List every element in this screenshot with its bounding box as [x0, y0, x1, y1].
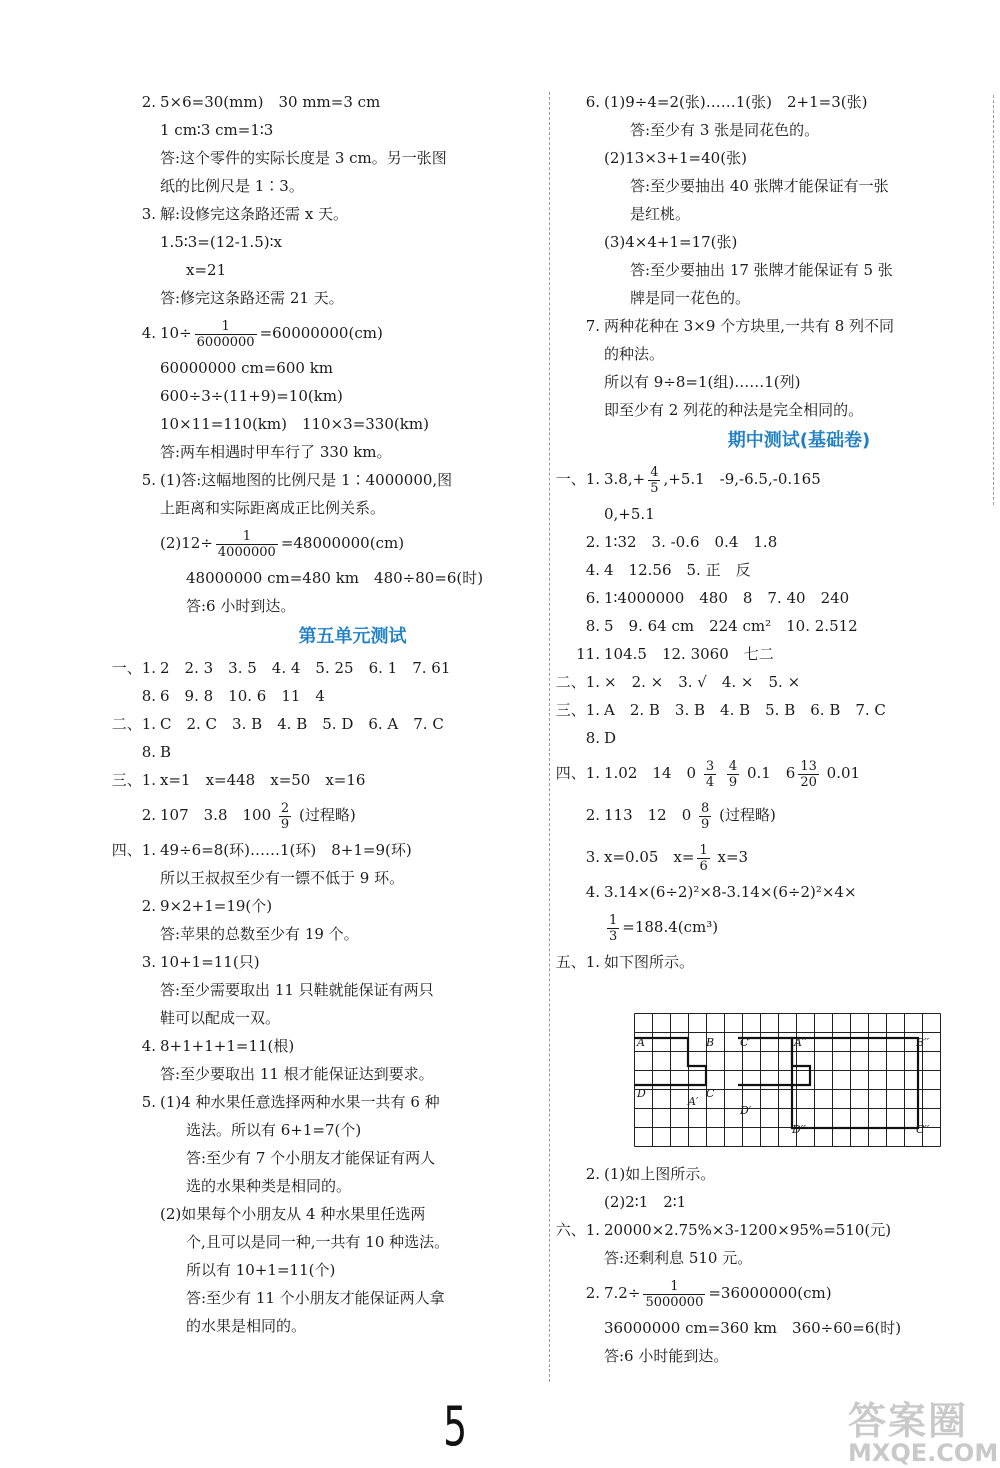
watermark — [848, 1390, 998, 1467]
answer-line: 的水果是相同的。 — [186, 1317, 307, 1335]
answer-line: (2)2∶1 2∶1 — [604, 1193, 687, 1211]
q-number: 3. — [585, 848, 600, 866]
q2-answer: 答:这个零件的实际长度是 3 cm。另一张图 — [160, 149, 447, 167]
answer-line: (1)4 种水果任意选择两种水果一共有 6 种 — [160, 1093, 440, 1111]
fraction: $\frac{8}{9}$ — [701, 800, 710, 832]
answer-line: 选法。所以有 6+1=7(个) — [186, 1121, 362, 1139]
q5-line: (2)12÷ $\frac{1}{4000000}$ =48000000(cm) — [160, 528, 405, 560]
answer-line: 3.8,+ $\frac{4}{5}$ ,+5.1 -9,-6.5,-0.165 — [604, 464, 821, 496]
point-label: A′ — [688, 1095, 699, 1108]
q-number: 2. — [141, 93, 156, 111]
q-number: 8. — [141, 687, 156, 705]
answer-line: 49÷6=8(环)……1(环) 8+1=9(环) — [160, 841, 412, 859]
point-label: B — [706, 1036, 715, 1049]
q3-answer: 答:修完这条路还需 21 天。 — [160, 289, 344, 307]
section-title: 期中测试(基础卷) — [727, 430, 871, 451]
q2-line: 1 cm∶3 cm=1∶3 — [160, 121, 274, 139]
answer-line: 答:还剩利息 510 元。 — [604, 1249, 753, 1267]
section-title: 第五单元测试 — [298, 626, 407, 647]
answer-line: × 2. × 3. √ 4. × 5. × — [604, 673, 801, 691]
q3-line: 1.5∶3=(12-1.5)∶x — [160, 233, 282, 251]
q4-line: 10×11=110(km) 110×3=330(km) — [160, 415, 429, 433]
point-label: C′ — [740, 1036, 751, 1049]
answer-line: 4 12.56 5. 正 反 — [604, 561, 751, 579]
answer-line: 7.2÷ $\frac{1}{5000000}$ =36000000(cm) — [604, 1278, 832, 1310]
answer-line: 36000000 cm=360 km 360÷60=6(时) — [604, 1319, 902, 1337]
q-number: 3. — [141, 205, 156, 223]
grid-figure — [634, 1013, 950, 1157]
answer-line: B — [160, 743, 172, 761]
q-number: 8. — [141, 743, 156, 761]
answer-line: (2)13×3+1=40(张) — [604, 149, 747, 167]
q-number: 4. — [141, 324, 156, 342]
column-divider — [549, 92, 550, 1382]
answer-line: (2)如果每个小朋友从 4 种水果里任选两 — [160, 1205, 426, 1223]
answer-line: 9×2+1=19(个) — [160, 897, 273, 915]
answer-line: 所以有 9÷8=1(组)……1(列) — [604, 373, 801, 391]
q-number: 5. — [141, 471, 156, 489]
q5-line: 48000000 cm=480 km 480÷80=6(时) — [186, 569, 484, 587]
point-label: B′′ — [916, 1036, 930, 1049]
point-label: A — [637, 1036, 645, 1049]
q-number: 5. — [141, 1093, 156, 1111]
q-number: 4. — [585, 561, 600, 579]
watermark-top: 答案圈 — [848, 1399, 969, 1443]
q3-line: 解:设修完这条路还需 x 天。 — [160, 205, 349, 223]
q-number: 4. — [141, 1037, 156, 1055]
answer-line: C 2. C 3. B 4. B 5. D 6. A 7. C — [160, 715, 444, 733]
answer-line: 答:至少有 11 个小朋友才能保证两人拿 — [186, 1289, 445, 1307]
point-label: D — [637, 1087, 646, 1100]
q4-line: 600÷3÷(11+9)=10(km) — [160, 387, 343, 405]
q4-line: 10÷ $\frac{1}{6000000}$ =60000000(cm) — [160, 318, 383, 350]
q-number: 6. — [585, 589, 600, 607]
q-number: 6. — [585, 93, 600, 111]
point-label: D′′ — [792, 1123, 806, 1136]
q-number: 2. — [141, 897, 156, 915]
point-label: D′ — [740, 1104, 752, 1117]
q-number: 11. — [576, 645, 600, 663]
answer-line: 两种花种在 3×9 个方块里,一共有 8 列不同 — [604, 317, 895, 335]
answer-line: 答:至少要抽出 40 张牌才能保证有一张 — [630, 177, 889, 195]
q-number: 2. — [585, 1165, 600, 1183]
q3-line: x=21 — [186, 261, 227, 279]
q5-line: 上距离和实际距离成正比例关系。 — [160, 499, 386, 517]
answer-line: 10+1=11(只) — [160, 953, 260, 971]
answer-line: (3)4×4+1=17(张) — [604, 233, 738, 251]
answer-line: 答:6 小时能到达。 — [604, 1347, 729, 1365]
q2-line: 5×6=30(mm) 30 mm=3 cm — [160, 93, 381, 111]
q5-answer: 答:6 小时到达。 — [186, 597, 296, 615]
q-number: 4. — [585, 883, 600, 901]
point-label: C — [706, 1087, 715, 1100]
fraction: $\frac{1}{6}$ — [699, 842, 708, 874]
section-number: 四、1. — [111, 841, 156, 859]
grid-svg — [634, 1013, 950, 1153]
answer-line: (1)9÷4=2(张)……1(张) 2+1=3(张) — [604, 93, 868, 111]
answer-line: (1)如上图所示。 — [604, 1165, 716, 1183]
answer-line: 1∶4000000 480 8 7. 40 240 — [604, 589, 850, 607]
right-column-lower — [555, 1160, 994, 1370]
answer-line: 113 12 0 $\frac{8}{9}$ (过程略) — [604, 800, 776, 832]
q4-answer: 答:两车相遇时甲车行了 330 km。 — [160, 443, 392, 461]
answer-line: 个,且可以是同一种,一共有 10 种选法。 — [186, 1233, 450, 1251]
answer-line: 是红桃。 — [630, 205, 691, 223]
fraction: $\frac{4}{5}$ — [650, 464, 659, 496]
section-number: 一、1. — [555, 470, 600, 488]
answer-line: 的种法。 — [604, 345, 665, 363]
fraction: $\frac{13}{20}$ — [800, 758, 817, 790]
fraction: $\frac{1}{6000000}$ — [196, 318, 255, 350]
section-number: 五、1. — [555, 953, 600, 971]
q5-line: (1)答:这幅地图的比例尺是 1∶4000000,图 — [160, 471, 453, 489]
answer-line: 答:至少有 3 张是同花色的。 — [630, 121, 820, 139]
q-number: 8. — [585, 729, 600, 747]
q-number: 2. — [585, 533, 600, 551]
right-column — [555, 88, 994, 976]
answer-line: 牌是同一花色的。 — [630, 289, 751, 307]
page-number: 5 — [443, 1395, 468, 1458]
section-number: 一、1. — [111, 659, 156, 677]
fraction: $\frac{1}{4000000}$ — [217, 528, 276, 560]
section-number: 二、1. — [111, 715, 156, 733]
point-label: C′′ — [916, 1123, 930, 1136]
q4-line: 60000000 cm=600 km — [160, 359, 334, 377]
section-number: 三、1. — [555, 701, 600, 719]
answer-line: 20000×2.75%×3-1200×95%=510(元) — [604, 1221, 892, 1239]
answer-line: A 2. B 3. B 4. B 5. B 6. B 7. C — [604, 701, 886, 719]
section-number: 三、1. — [111, 771, 156, 789]
answer-line: 选的水果种类是相同的。 — [186, 1177, 352, 1195]
answer-line: D — [604, 729, 617, 747]
answer-line: 答:苹果的总数至少有 19 个。 — [160, 925, 359, 943]
fraction: $\frac{1}{5000000}$ — [645, 1278, 704, 1310]
q-number: 2. — [141, 806, 156, 824]
answer-line: 5 9. 64 cm 224 cm² 10. 2.512 — [604, 617, 858, 635]
fraction: $\frac{2}{9}$ — [280, 800, 290, 832]
answer-line: 所以有 10+1=11(个) — [186, 1261, 336, 1279]
q-number: 2. — [585, 806, 600, 824]
section-number: 四、1. — [555, 764, 600, 782]
left-column — [111, 88, 545, 1340]
answer-line: 所以王叔叔至少有一镖不低于 9 环。 — [160, 869, 405, 887]
answer-line: 104.5 12. 3060 七二 — [604, 645, 774, 663]
answer-line: 0,+5.1 — [604, 505, 655, 523]
answer-line: 答:至少要取出 11 根才能保证达到要求。 — [160, 1065, 434, 1083]
fraction: $\frac{1}{3}$ — [609, 912, 618, 944]
q-number: 8. — [585, 617, 600, 635]
q-number: 7. — [585, 317, 600, 335]
answer-line: 答:至少有 7 个小朋友才能保证有两人 — [186, 1149, 436, 1167]
q2-answer: 纸的比例尺是 1∶3。 — [160, 177, 304, 195]
answer-line: 2 2. 3 3. 5 4. 4 5. 25 6. 1 7. 61 — [160, 659, 451, 677]
answer-line: 107 3.8 100 $\frac{2}{9}$ (过程略) — [160, 800, 356, 832]
answer-line: 答:至少要抽出 17 张牌才能保证有 5 张 — [630, 261, 893, 279]
answer-line: 1.02 14 0 $\frac{3}{4}$ $\frac{4}{9}$ 0.1 6 $\frac{13}{20}$ 0.01 — [604, 758, 861, 790]
answer-line: 即至少有 2 列花的种法是完全相同的。 — [604, 401, 864, 419]
section-number: 二、1. — [555, 673, 600, 691]
fraction: $\frac{3}{4}$ — [705, 758, 715, 790]
answer-line: 8+1+1+1=11(根) — [160, 1037, 295, 1055]
point-label: A′′ — [794, 1036, 807, 1049]
answer-line: 3.14×(6÷2)²×8-3.14×(6÷2)²×4× — [604, 883, 857, 901]
fraction: $\frac{4}{9}$ — [728, 758, 738, 790]
answer-line: 答:至少需要取出 11 只鞋就能保证有两只 — [160, 981, 434, 999]
answer-line: x=1 x=448 x=50 x=16 — [160, 771, 366, 789]
answer-line: x=0.05 x= $\frac{1}{6}$ x=3 — [604, 842, 749, 874]
answer-line: $\frac{1}{3}$ =188.4(cm³) — [609, 912, 719, 944]
watermark-bottom: MXQE.COM — [848, 1439, 999, 1467]
answer-line: 鞋可以配成一双。 — [160, 1009, 281, 1027]
answer-line: 如下图所示。 — [604, 953, 695, 971]
q-number: 2. — [585, 1284, 600, 1302]
answer-line: 6 9. 8 10. 6 11 4 — [160, 687, 325, 705]
answer-line: 1∶32 3. -0.6 0.4 1.8 — [604, 533, 778, 551]
q-number: 3. — [141, 953, 156, 971]
section-number: 六、1. — [555, 1221, 600, 1239]
